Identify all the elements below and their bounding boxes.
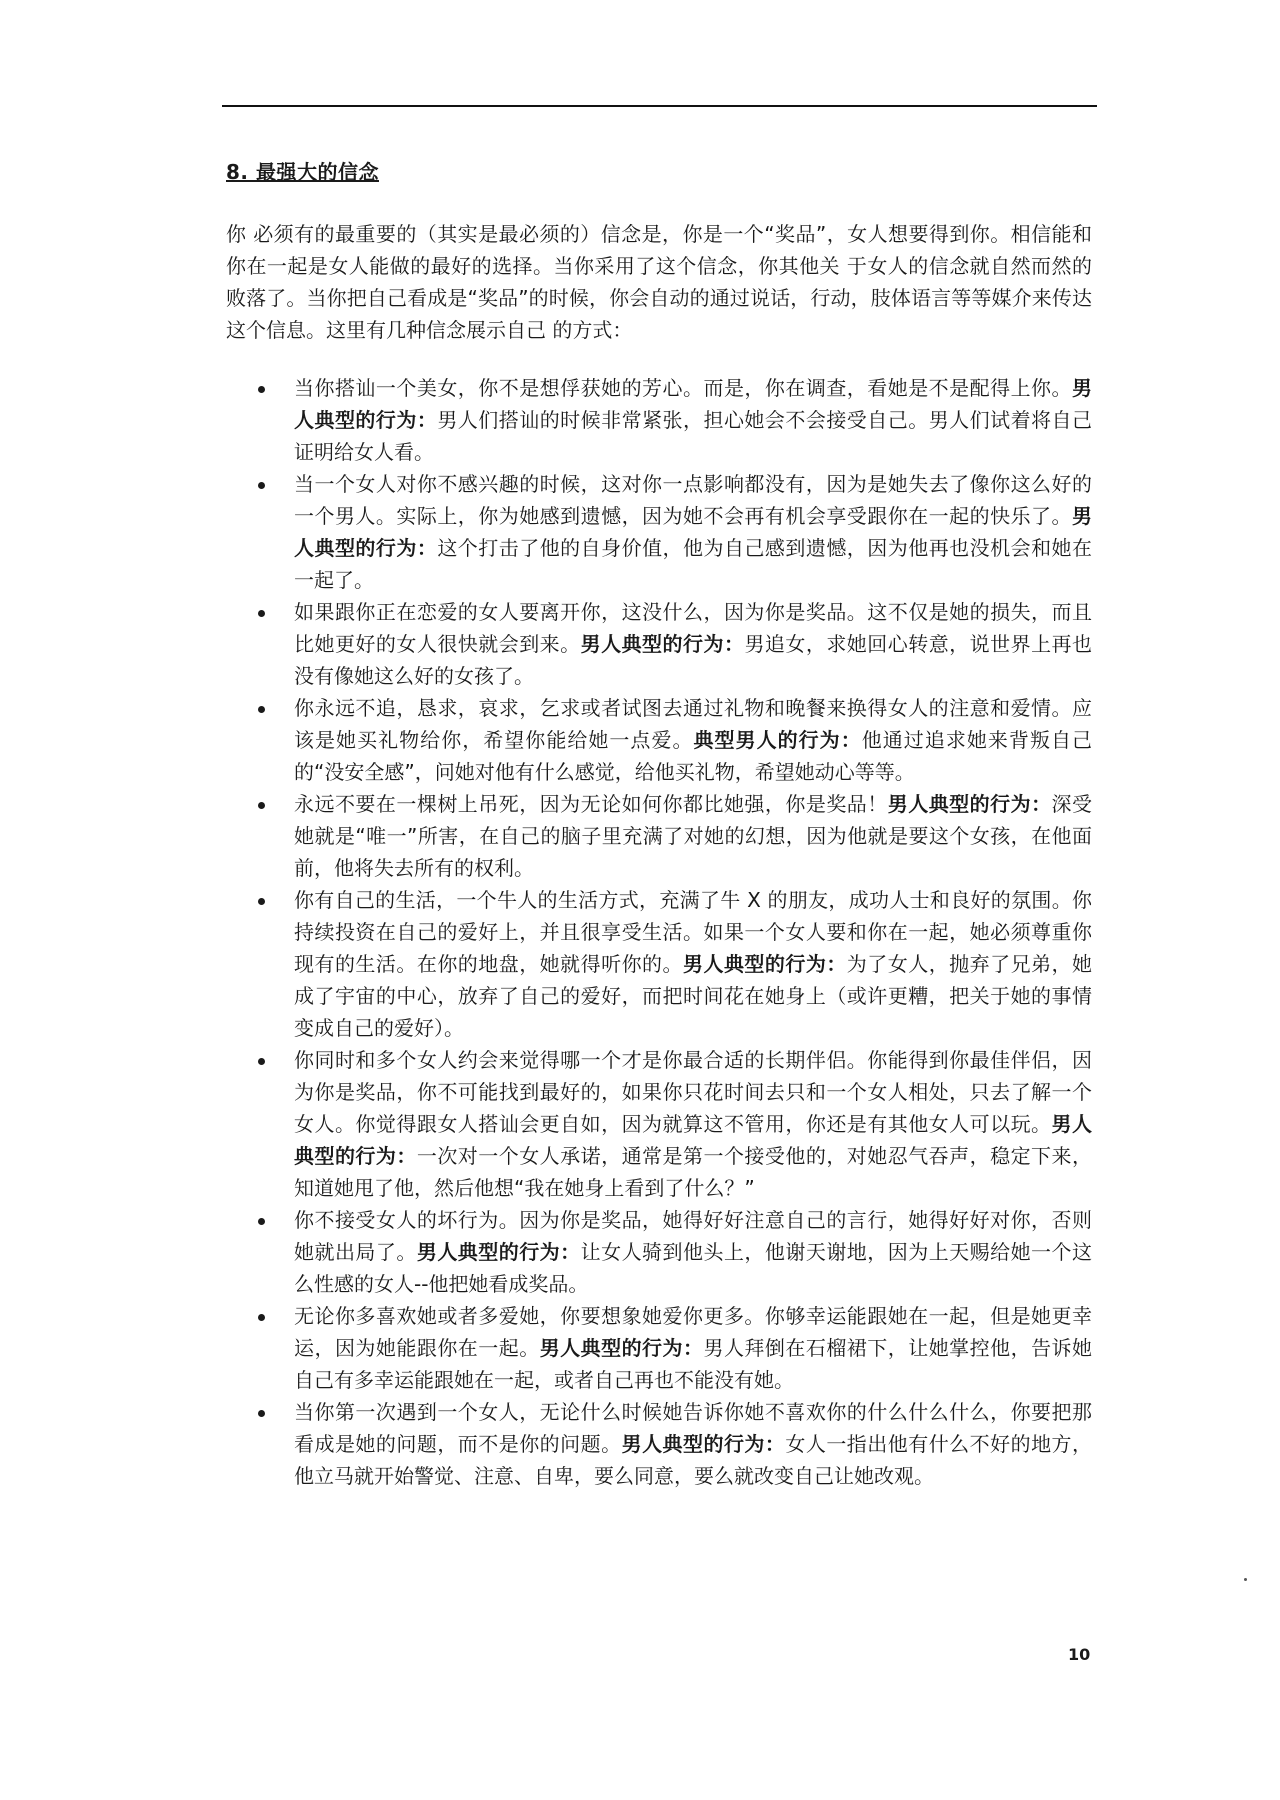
bullet-icon: [258, 1218, 265, 1225]
list-item: [256, 788, 1092, 884]
bullet-text: 当你第一次遇到一个女人，无论什么时候她告诉你她不喜欢你的什么什么什么，你要把那看成是她的问题，而不是你的问题。: [294, 1400, 1092, 1456]
list-item: [256, 1300, 1092, 1396]
list-item: [256, 1204, 1092, 1300]
bullet-text: 你同时和多个女人约会来觉得哪一个才是你最合适的长期伴侣。你能得到你最佳伴侣，因为你是奖品，你不可能找到最好的，如果你只花时间去只和一个女人相处，只去了解一个女人。你觉得跟女人搭讪会更自如，因为就算这不管用，你还是有其他女人可以玩。: [294, 1048, 1092, 1136]
scan-speck: [1244, 1578, 1247, 1581]
bullet-after: 男追女，求她回心转意，说世界上再也没有像她这么好的女孩了。: [294, 632, 1093, 688]
list-item: [256, 692, 1092, 788]
bullet-text: 无论你多喜欢她或者多爱她，你要想象她爱你更多。你够幸运能跟她在一起，但是她更幸运，因为她能跟你在一起。: [294, 1304, 1092, 1360]
bullet-icon: [258, 706, 265, 713]
bullet-icon: [258, 386, 265, 393]
bullet-label: 男人典型的行为：: [580, 632, 745, 656]
bullet-after: 男人们搭讪的时候非常紧张，担心她会不会接受自己。男人们试着将自己证明给女人看。: [294, 408, 1093, 464]
section-title: 8. 最强大的信念: [226, 160, 379, 184]
bullet-text: 永远不要在一棵树上吊死，因为无论如何你都比她强，你是奖品！: [294, 792, 888, 816]
bullet-label: 男人典型的行为：: [294, 504, 1092, 560]
list-item: [256, 1044, 1092, 1204]
header-rule: [222, 105, 1097, 107]
bullet-label: 男人典型的行为：: [539, 1336, 704, 1360]
bullet-after: 深受她就是“唯一”所害，在自己的脑子里充满了对她的幻想，因为他就是要这个女孩，在他面前，他将失去所有的权利。: [294, 792, 1093, 880]
bullet-icon: [258, 1058, 265, 1065]
bullet-after: 一次对一个女人承诺，通常是第一个接受他的，对她忍气吞声，稳定下来，知道她甩了他，然后他想“我在她身上看到了什么？”: [294, 1144, 1093, 1200]
bullet-after: 这个打击了他的自身价值，他为自己感到遗憾，因为他再也没机会和她在一起了。: [294, 536, 1093, 592]
bullet-label: 男人典型的行为：: [294, 376, 1092, 432]
bullet-text: 当你搭讪一个美女，你不是想俘获她的芳心。而是，你在调查，看她是不是配得上你。: [294, 376, 1072, 400]
bullet-after: 男人拜倒在石榴裙下，让她掌控他，告诉她自己有多幸运能跟她在一起，或者自己再也不能没有她。: [294, 1336, 1093, 1392]
bullet-icon: [258, 1314, 265, 1321]
bullet-after: 让女人骑到他头上，他谢天谢地，因为上天赐给她一个这么性感的女人--他把她看成奖品。: [294, 1240, 1093, 1296]
page-number: 10: [1068, 1645, 1091, 1664]
bullet-label: 男人典型的行为：: [683, 952, 847, 976]
bullet-label: 典型男人的行为：: [693, 728, 862, 752]
bullet-after: 女人一指出他有什么不好的地方，他立马就开始警觉、注意、自卑，要么同意，要么就改变自己让她改观。: [294, 1432, 1093, 1488]
bullet-text: 你有自己的生活，一个牛人的生活方式，充满了牛 X 的朋友，成功人士和良好的氛围。你持续投资在自己的爱好上，并且很享受生活。如果一个女人要和你在一起，她必须尊重你现有的生活。在你的地盘，她就得听你的。: [294, 888, 1092, 976]
bullet-label: 男人典型的行为：: [294, 1112, 1093, 1168]
bullet-label: 男人典型的行为：: [416, 1240, 581, 1264]
bullet-text: 如果跟你正在恋爱的女人要离开你，这没什么，因为你是奖品。这不仅是她的损失，而且比她更好的女人很快就会到来。: [294, 600, 1092, 656]
list-item: [256, 596, 1092, 692]
list-item: [256, 468, 1092, 596]
list-item: [256, 1396, 1092, 1492]
bullet-text: 你不接受女人的坏行为。因为你是奖品，她得好好注意自己的言行，她得好好对你，否则她就出局了。: [294, 1208, 1092, 1264]
bullet-after: 为了女人，抛弃了兄弟，她成了宇宙的中心，放弃了自己的爱好，而把时间花在她身上（或许更糟，把关于她的事情变成自己的爱好）。: [294, 952, 1093, 1040]
bullet-icon: [258, 1410, 265, 1417]
bullet-icon: [258, 610, 265, 617]
bullet-icon: [258, 802, 265, 809]
bullet-label: 男人典型的行为：: [621, 1432, 786, 1456]
bullet-text: 你永远不追，恳求，哀求，乞求或者试图去通过礼物和晚餐来换得女人的注意和爱情。应该是她买礼物给你，希望你能给她一点爱。: [294, 696, 1092, 752]
bullet-after: 他通过追求她来背叛自己的“没安全感”，问她对他有什么感觉，给他买礼物，希望她动心等等。: [294, 728, 1093, 784]
bullet-icon: [258, 898, 265, 905]
bullet-text: 当一个女人对你不感兴趣的时候，这对你一点影响都没有，因为是她失去了像你这么好的一个男人。实际上，你为她感到遗憾，因为她不会再有机会享受跟你在一起的快乐了。: [294, 472, 1092, 528]
list-item: [256, 372, 1092, 468]
bullet-label: 男人典型的行为：: [887, 792, 1052, 816]
intro-paragraph: 你 必须有的最重要的（其实是最必须的）信念是，你是一个“奖品”，女人想要得到你。相信能和你在一起是女人能做的最好的选择。当你采用了这个信念，你其他关 于女人的信念就自然而然的败落了。当你把自己看成是“奖品”的时候，你会自动的通过说话，行动，肢体语言等等媒介来传达这个信息。这里有几种信念展示自己 的方式：: [226, 222, 1092, 342]
bullet-icon: [258, 482, 265, 489]
beliefs-list: [256, 372, 1092, 1492]
list-item: [256, 884, 1092, 1044]
